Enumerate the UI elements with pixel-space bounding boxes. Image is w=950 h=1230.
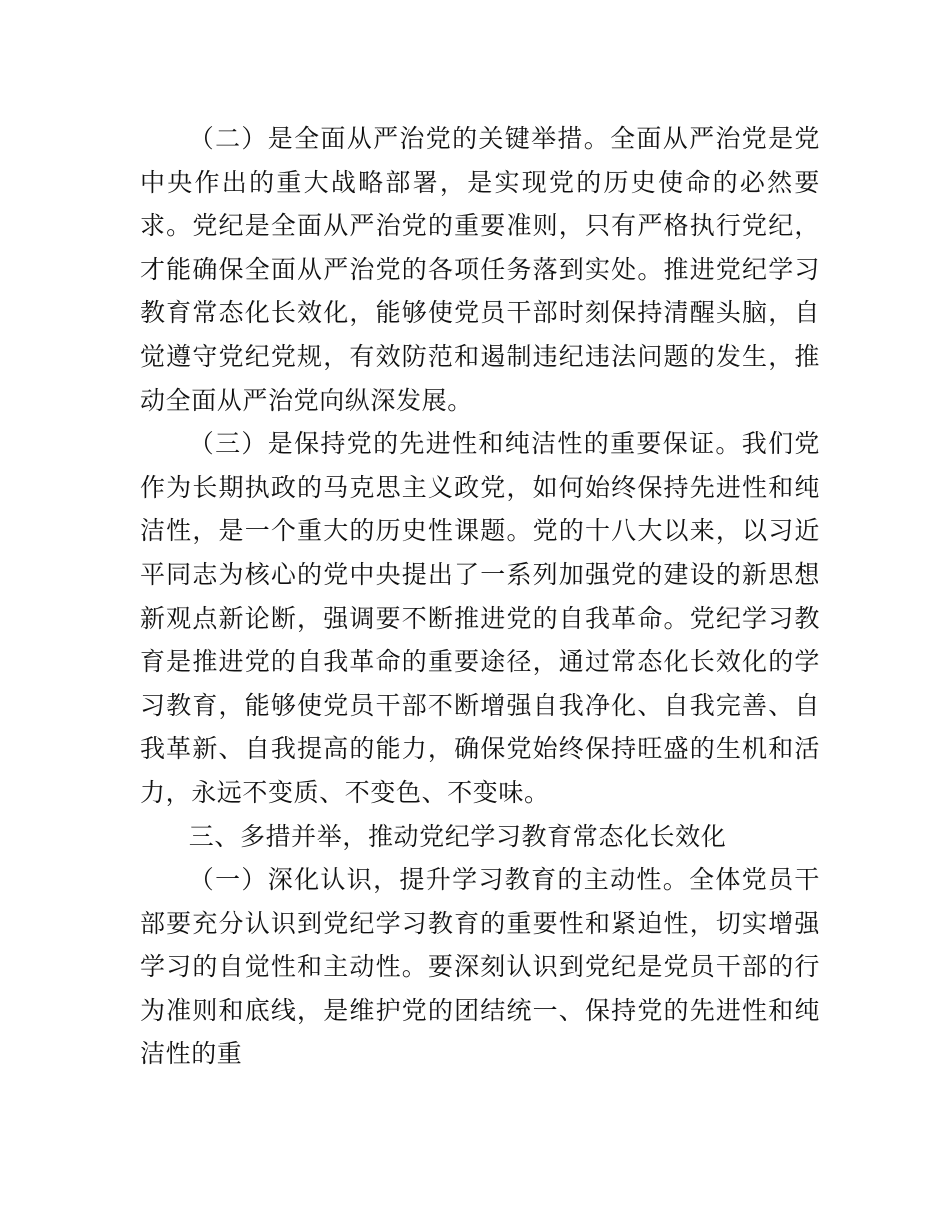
section-heading-3: 三、多措并举，推动党纪学习教育常态化长效化 — [188, 821, 727, 851]
paragraph-section-2-3: （三）是保持党的先进性和纯洁性的重要保证。我们党作为长期执政的马克思主义政党，如何始终保持先进性和纯洁性，是一个重大的历史性课题。党的十八大以来，以习近平同志为核心的党中央提出了一系列加强党的建设的新思想新观点新论断，强调要不断推进党的自我革命。党纪学习教育是推进党的自我革命的重要途径，通过常态化长效化的学习教育，能够使党员干部不断增强自我净化、自我完善、自我革新、自我提高的能力，确保党始终保持旺盛的生机和活力，永远不变质、不变色、不变味。 — [140, 429, 820, 807]
paragraph-section-3-1: （一）深化认识，提升学习教育的主动性。全体党员干部要充分认识到党纪学习教育的重要性和紧迫性，切实增强学习的自觉性和主动性。要深刻认识到党纪是党员干部的行为准则和底线，是维护党的团结统一、保持党的先进性和纯洁性的重 — [140, 865, 820, 1069]
paragraph-section-2-2: （二）是全面从严治党的关键举措。全面从严治党是党中央作出的重大战略部署，是实现党的历史使命的必然要求。党纪是全面从严治党的重要准则，只有严格执行党纪，才能确保全面从严治党的各项任务落到实处。推进党纪学习教育常态化长效化，能够使党员干部时刻保持清醒头脑，自觉遵守党纪党规，有效防范和遏制违纪违法问题的发生，推动全面从严治党向纵深发展。 — [140, 124, 820, 415]
document-body — [140, 117, 820, 1076]
